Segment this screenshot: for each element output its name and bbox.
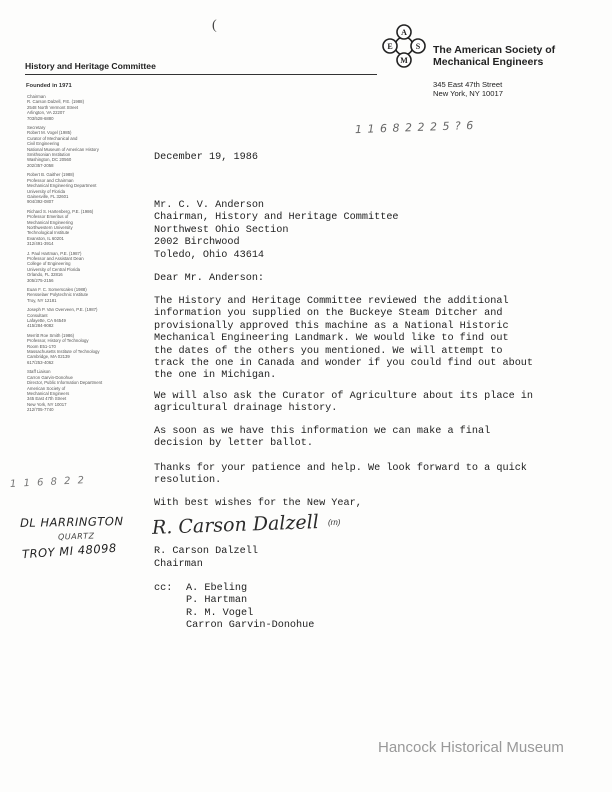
founded-label: Founded in 1971: [26, 83, 72, 89]
society-address-line2: New York, NY 10017: [433, 89, 503, 98]
cc-label: cc:: [154, 583, 173, 594]
signature-suffix: (rn): [328, 518, 341, 527]
handwritten-note-line3: TROY MI 48098: [21, 540, 118, 562]
signer-title: Chairman: [154, 559, 203, 570]
salutation: Dear Mr. Anderson:: [154, 273, 265, 284]
roster-member: Merritt Roe Smith (1986) Professor, History of Technology Room E51-170 Massachusetts Institute of Technology Cambridge, MA 02139 617/253-4062: [27, 332, 100, 365]
recipient-line: Mr. C. V. Anderson: [154, 200, 265, 211]
cc-recipient: R. M. Vogel: [186, 607, 254, 619]
society-name-line1: The American Society of: [433, 44, 556, 56]
society-name-line2: Mechanical Engineers: [433, 56, 544, 68]
roster-member: Staff Liaison Carron Garvin-Donohue Director, Public Information Department American Society of Mechanical Engineers 345 East 47th Street New York, NY 10017 212/705-7740: [27, 369, 103, 413]
society-address-line1: 345 East 47th Street: [433, 80, 503, 89]
handwritten-note-line2: QUARTZ: [57, 531, 95, 542]
cc-list: [186, 583, 314, 633]
svg-text:A: A: [401, 28, 407, 37]
signer-name: R. Carson Dalzell: [154, 546, 258, 557]
recipient-line: Toledo, Ohio 43614: [154, 249, 265, 261]
handwritten-stamp: 1 1 6 8 2 2: [9, 475, 87, 490]
top-mark: (: [212, 18, 217, 33]
body-paragraph-3: As soon as we have this information we can make a final decision by letter ballot.: [154, 426, 491, 450]
reference-number: 1 1 6 8 2 2 2 5 ? 6: [354, 118, 475, 137]
svg-text:E: E: [387, 42, 393, 51]
cc-recipient: A. Ebeling: [186, 583, 248, 594]
recipient-line: 2002 Birchwood: [154, 237, 240, 249]
cc-recipient: Carron Garvin-Donohue: [186, 620, 315, 632]
header-rule: [25, 74, 377, 75]
museum-watermark: Hancock Historical Museum: [378, 739, 564, 756]
body-paragraph-1: The History and Heritage Committee reviewed the additional information you supplied on the Buckeye Steam Ditcher and provisionally approved this machine as a National Historic Mechanical Engineering Landmark. We would like to find out the dates of the others you mentioned. We will attempt to track the one in Canada and wonder if you could find out about the one in Michigan.: [154, 296, 534, 382]
recipient-address: [154, 200, 399, 262]
roster-member: Secretary Robert M. Vogel (1985) Curator of Mechanical and Civil Engineering National Museum of American History Smithsonian Institution Washington, DC 20560 202/357-2058: [27, 125, 99, 168]
recipient-line: Northwest Ohio Section: [154, 224, 289, 236]
cc-recipient: P. Hartman: [186, 595, 248, 607]
asme-logo-icon: [380, 22, 428, 70]
handwritten-note-line1: DL HARRINGTON: [19, 514, 124, 530]
body-paragraph-2: We will also ask the Curator of Agriculture about its place in agricultural drainage history.: [154, 391, 534, 415]
roster-member: J. Paul Hartman, P.E. (1987) Professor and Assistant Dean College of Engineering University of Central Florida Orlando, FL 32816 305/275-2156: [27, 250, 84, 283]
closing-line: With best wishes for the New Year,: [154, 498, 362, 509]
roster-member: Chairman R. Carson Dalzell, P.E. (1988) 2548 North Vermont Street Arlington, VA 22207 703/528-6880: [27, 94, 84, 121]
svg-text:M: M: [400, 56, 408, 65]
roster-member: Joseph P. Van Overveen, P.E. (1987) Consultant Lafayette, CA 94549 415/284-9082: [27, 307, 98, 329]
recipient-line: Chairman, History and Heritage Committee: [154, 212, 399, 224]
committee-roster: [27, 94, 142, 417]
roster-member: Robert B. Gaither (1988) Professor and Chairman Mechanical Engineering Department University of Florida Gainesville, FL 32601 904/392-0807: [27, 172, 97, 205]
letter-date: December 19, 1986: [154, 152, 258, 163]
body-paragraph-4: Thanks for your patience and help. We look forward to a quick resolution.: [154, 463, 527, 487]
svg-text:S: S: [415, 42, 421, 51]
roster-member: Euan F. C. Somerscales (1988) Rensselaer Polytechnic Institute Troy, NY 12181: [27, 287, 89, 303]
roster-member: Richard S. Hartenberg, P.E. (1986) Professor Emeritus of Mechanical Engineering Northwestern University Technological Institute Evanston, IL 60201 312/491-3914: [27, 208, 94, 247]
handwritten-signature: R. Carson Dalzell: [151, 511, 320, 539]
committee-title: History and Heritage Committee: [25, 61, 156, 71]
